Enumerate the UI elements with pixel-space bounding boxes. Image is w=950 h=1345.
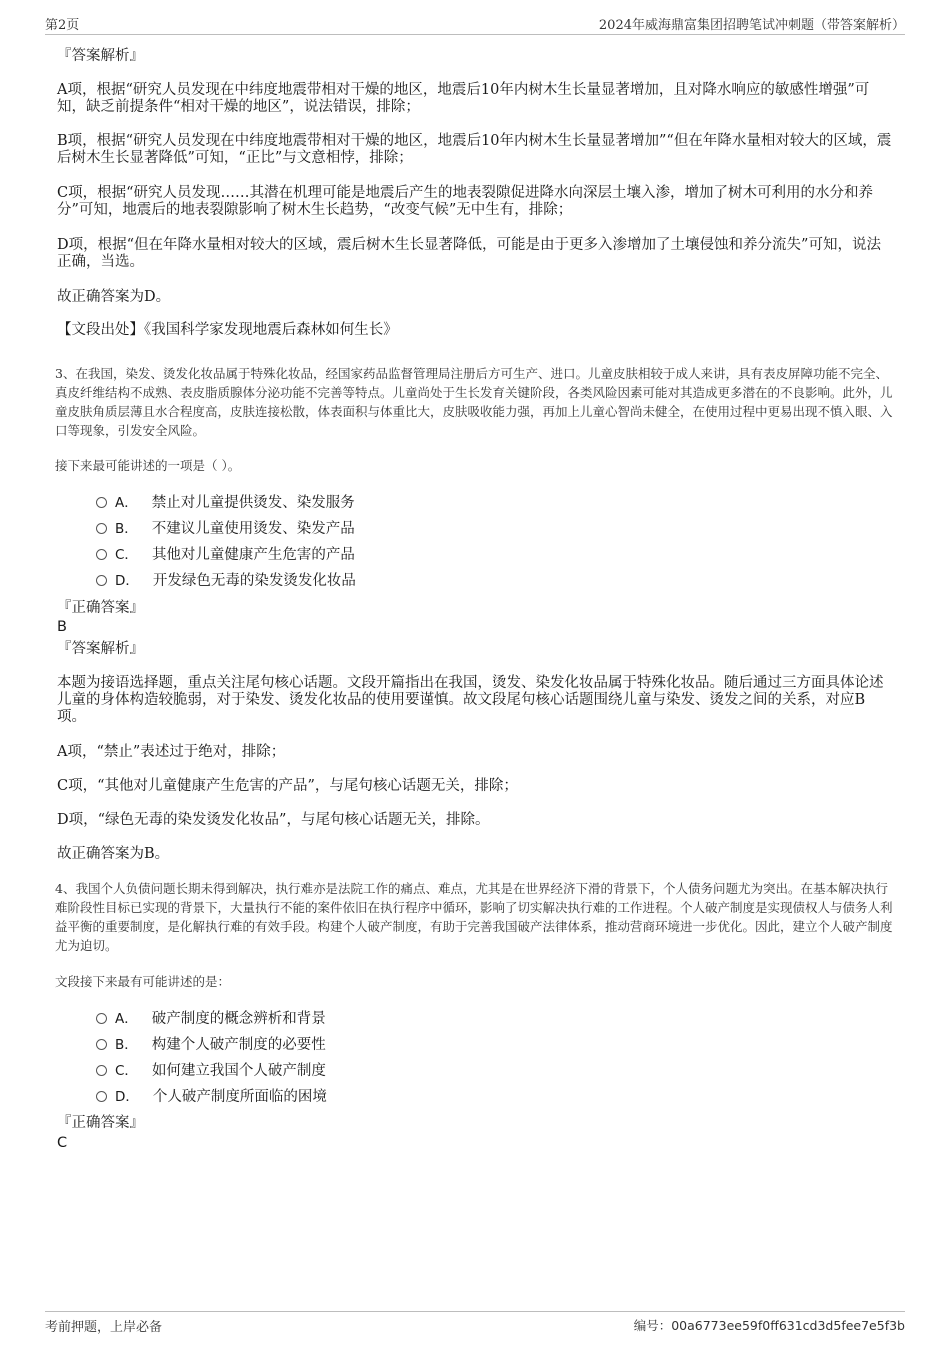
- q4-option-c[interactable]: [96, 1062, 326, 1080]
- q3-option-a[interactable]: [96, 494, 355, 512]
- option-letter: D．: [115, 1089, 139, 1105]
- radio-icon[interactable]: [96, 497, 107, 508]
- q3-option-d[interactable]: [96, 572, 356, 590]
- q3-conclusion: 故正确答案为B。: [57, 846, 170, 862]
- q3-analysis-d: D项，“绿色无毒的染发烫发化妆品”，与尾句核心话题无关，排除。: [57, 812, 490, 828]
- q3-option-c[interactable]: [96, 546, 355, 564]
- analysis-option-d: D项，根据“但在年降水量相对较大的区域，震后树木生长显著降低，可能是由于更多入渗增加了土壤侵蚀和养分流失”可知，说法正确，当选。: [57, 237, 881, 270]
- page-header: [45, 14, 905, 35]
- q3-option-b[interactable]: [96, 520, 355, 538]
- q3-analysis-heading: 『答案解析』: [57, 641, 144, 657]
- option-letter: A．: [115, 495, 138, 511]
- footer-slogan: 考前押题，上岸必备: [45, 1320, 163, 1335]
- document-title: 2024年威海鼎富集团招聘笔试冲刺题（带答案解析）: [598, 18, 905, 33]
- option-text: 构建个人破产制度的必要性: [151, 1037, 326, 1053]
- option-text: 如何建立我国个人破产制度: [151, 1063, 326, 1079]
- option-letter: C．: [115, 1063, 138, 1079]
- q4-passage: 4、我国个人负债问题长期未得到解决，执行难亦是法院工作的痛点、难点，尤其是在世界经济下滑的背景下，个人债务问题尤为突出。在基本解决执行难阶段性目标已实现的背景下，大量执行不能的案件依旧在执行程序中循环，影响了切实解决执行难的工作进程。个人破产制度是实现债权人与债务人利益平衡的重要制度，是化解执行难的有效手段。构建个人破产制度，有助于完善我国破产法律体系，推动营商环境进一步优化。因此，建立个人破产制度尤为迫切。: [55, 881, 893, 953]
- conclusion: 故正确答案为D。: [57, 289, 171, 305]
- q3-analysis-main: 本题为接语选择题，重点关注尾句核心话题。文段开篇指出在我国，烫发、染发化妆品属于特殊化妆品。随后通过三方面具体论述儿童的身体构造较脆弱，对于染发、烫发化妆品的使用要谨慎。故文段尾句核心话题围绕儿童与染发、烫发之间的关系，对应B项。: [57, 675, 884, 725]
- option-text: 不建议儿童使用烫发、染发产品: [151, 521, 355, 537]
- option-text: 个人破产制度所面临的困境: [152, 1089, 327, 1105]
- page-footer: [45, 1311, 905, 1338]
- radio-icon[interactable]: [96, 1039, 107, 1050]
- radio-icon[interactable]: [96, 1013, 107, 1024]
- radio-icon[interactable]: [96, 575, 107, 586]
- q4-option-d[interactable]: [96, 1088, 327, 1106]
- option-letter: D．: [115, 573, 139, 589]
- q4-answer: C: [57, 1135, 68, 1151]
- option-letter: A．: [115, 1011, 138, 1027]
- source-citation: 【文段出处】《我国科学家发现地震后森林如何生长》: [57, 322, 398, 338]
- analysis-heading: 『答案解析』: [57, 48, 144, 64]
- q3-answer: B: [57, 619, 67, 635]
- q3-passage: 3、在我国，染发、烫发化妆品属于特殊化妆品，经国家药品监督管理局注册后方可生产、进口。儿童皮肤相较于成人来讲，具有表皮屏障功能不完全、真皮纤维结构不成熟、表皮脂质腺体分泌功能不完善等特点。儿童尚处于生长发育关键阶段，各类风险因素可能对其造成更多潜在的不良影响。此外，儿童皮肤角质层薄且水合程度高，皮肤连接松散，体表面积与体重比大，皮肤吸收能力强，再加上儿童心智尚未健全，在使用过程中更易出现不慎入眼、入口等现象，引发安全风险。: [55, 366, 893, 438]
- q3-answer-heading: 『正确答案』: [57, 600, 144, 616]
- option-text: 其他对儿童健康产生危害的产品: [151, 547, 355, 563]
- analysis-option-c: C项，根据“研究人员发现……其潜在机理可能是地震后产生的地表裂隙促进降水向深层土壤入渗，增加了树木可利用的水分和养分”可知，地震后的地表裂隙影响了树木生长趋势，“改变气候”无中生有，排除；: [57, 185, 874, 218]
- option-text: 开发绿色无毒的染发烫发化妆品: [152, 573, 356, 589]
- radio-icon[interactable]: [96, 523, 107, 534]
- analysis-option-b: B项，根据“研究人员发现在中纬度地震带相对干燥的地区，地震后10年内树木生长量显著增加”“但在年降水量相对较大的区域，震后树木生长显著降低”可知，“正比”与文意相悖，排除；: [57, 133, 892, 166]
- q3-analysis-a: A项，“禁止”表述过于绝对，排除；: [57, 744, 286, 760]
- radio-icon[interactable]: [96, 1091, 107, 1102]
- option-letter: B．: [115, 1037, 138, 1053]
- option-letter: C．: [115, 547, 138, 563]
- q4-answer-heading: 『正确答案』: [57, 1115, 144, 1131]
- analysis-option-a: A项，根据“研究人员发现在中纬度地震带相对干燥的地区，地震后10年内树木生长量显著增加，且对降水响应的敏感性增强”可知，缺乏前提条件“相对干燥的地区”，说法错误，排除；: [57, 82, 870, 115]
- page-number: 第2页: [45, 18, 80, 33]
- option-text: 禁止对儿童提供烫发、染发服务: [151, 495, 355, 511]
- option-text: 破产制度的概念辨析和背景: [151, 1011, 326, 1027]
- q3-analysis-c: C项，“其他对儿童健康产生危害的产品”，与尾句核心话题无关，排除；: [57, 778, 518, 794]
- q4-option-b[interactable]: [96, 1036, 326, 1054]
- q4-prompt: 文段接下来最有可能讲述的是：: [55, 974, 231, 989]
- footer-serial: 编号：00a6773ee59f0ff631cd3d5fee7e5f3b: [633, 1318, 905, 1333]
- radio-icon[interactable]: [96, 1065, 107, 1076]
- radio-icon[interactable]: [96, 549, 107, 560]
- q4-option-a[interactable]: [96, 1010, 326, 1028]
- q3-prompt: 接下来最可能讲述的一项是（ ）。: [55, 458, 241, 473]
- option-letter: B．: [115, 521, 138, 537]
